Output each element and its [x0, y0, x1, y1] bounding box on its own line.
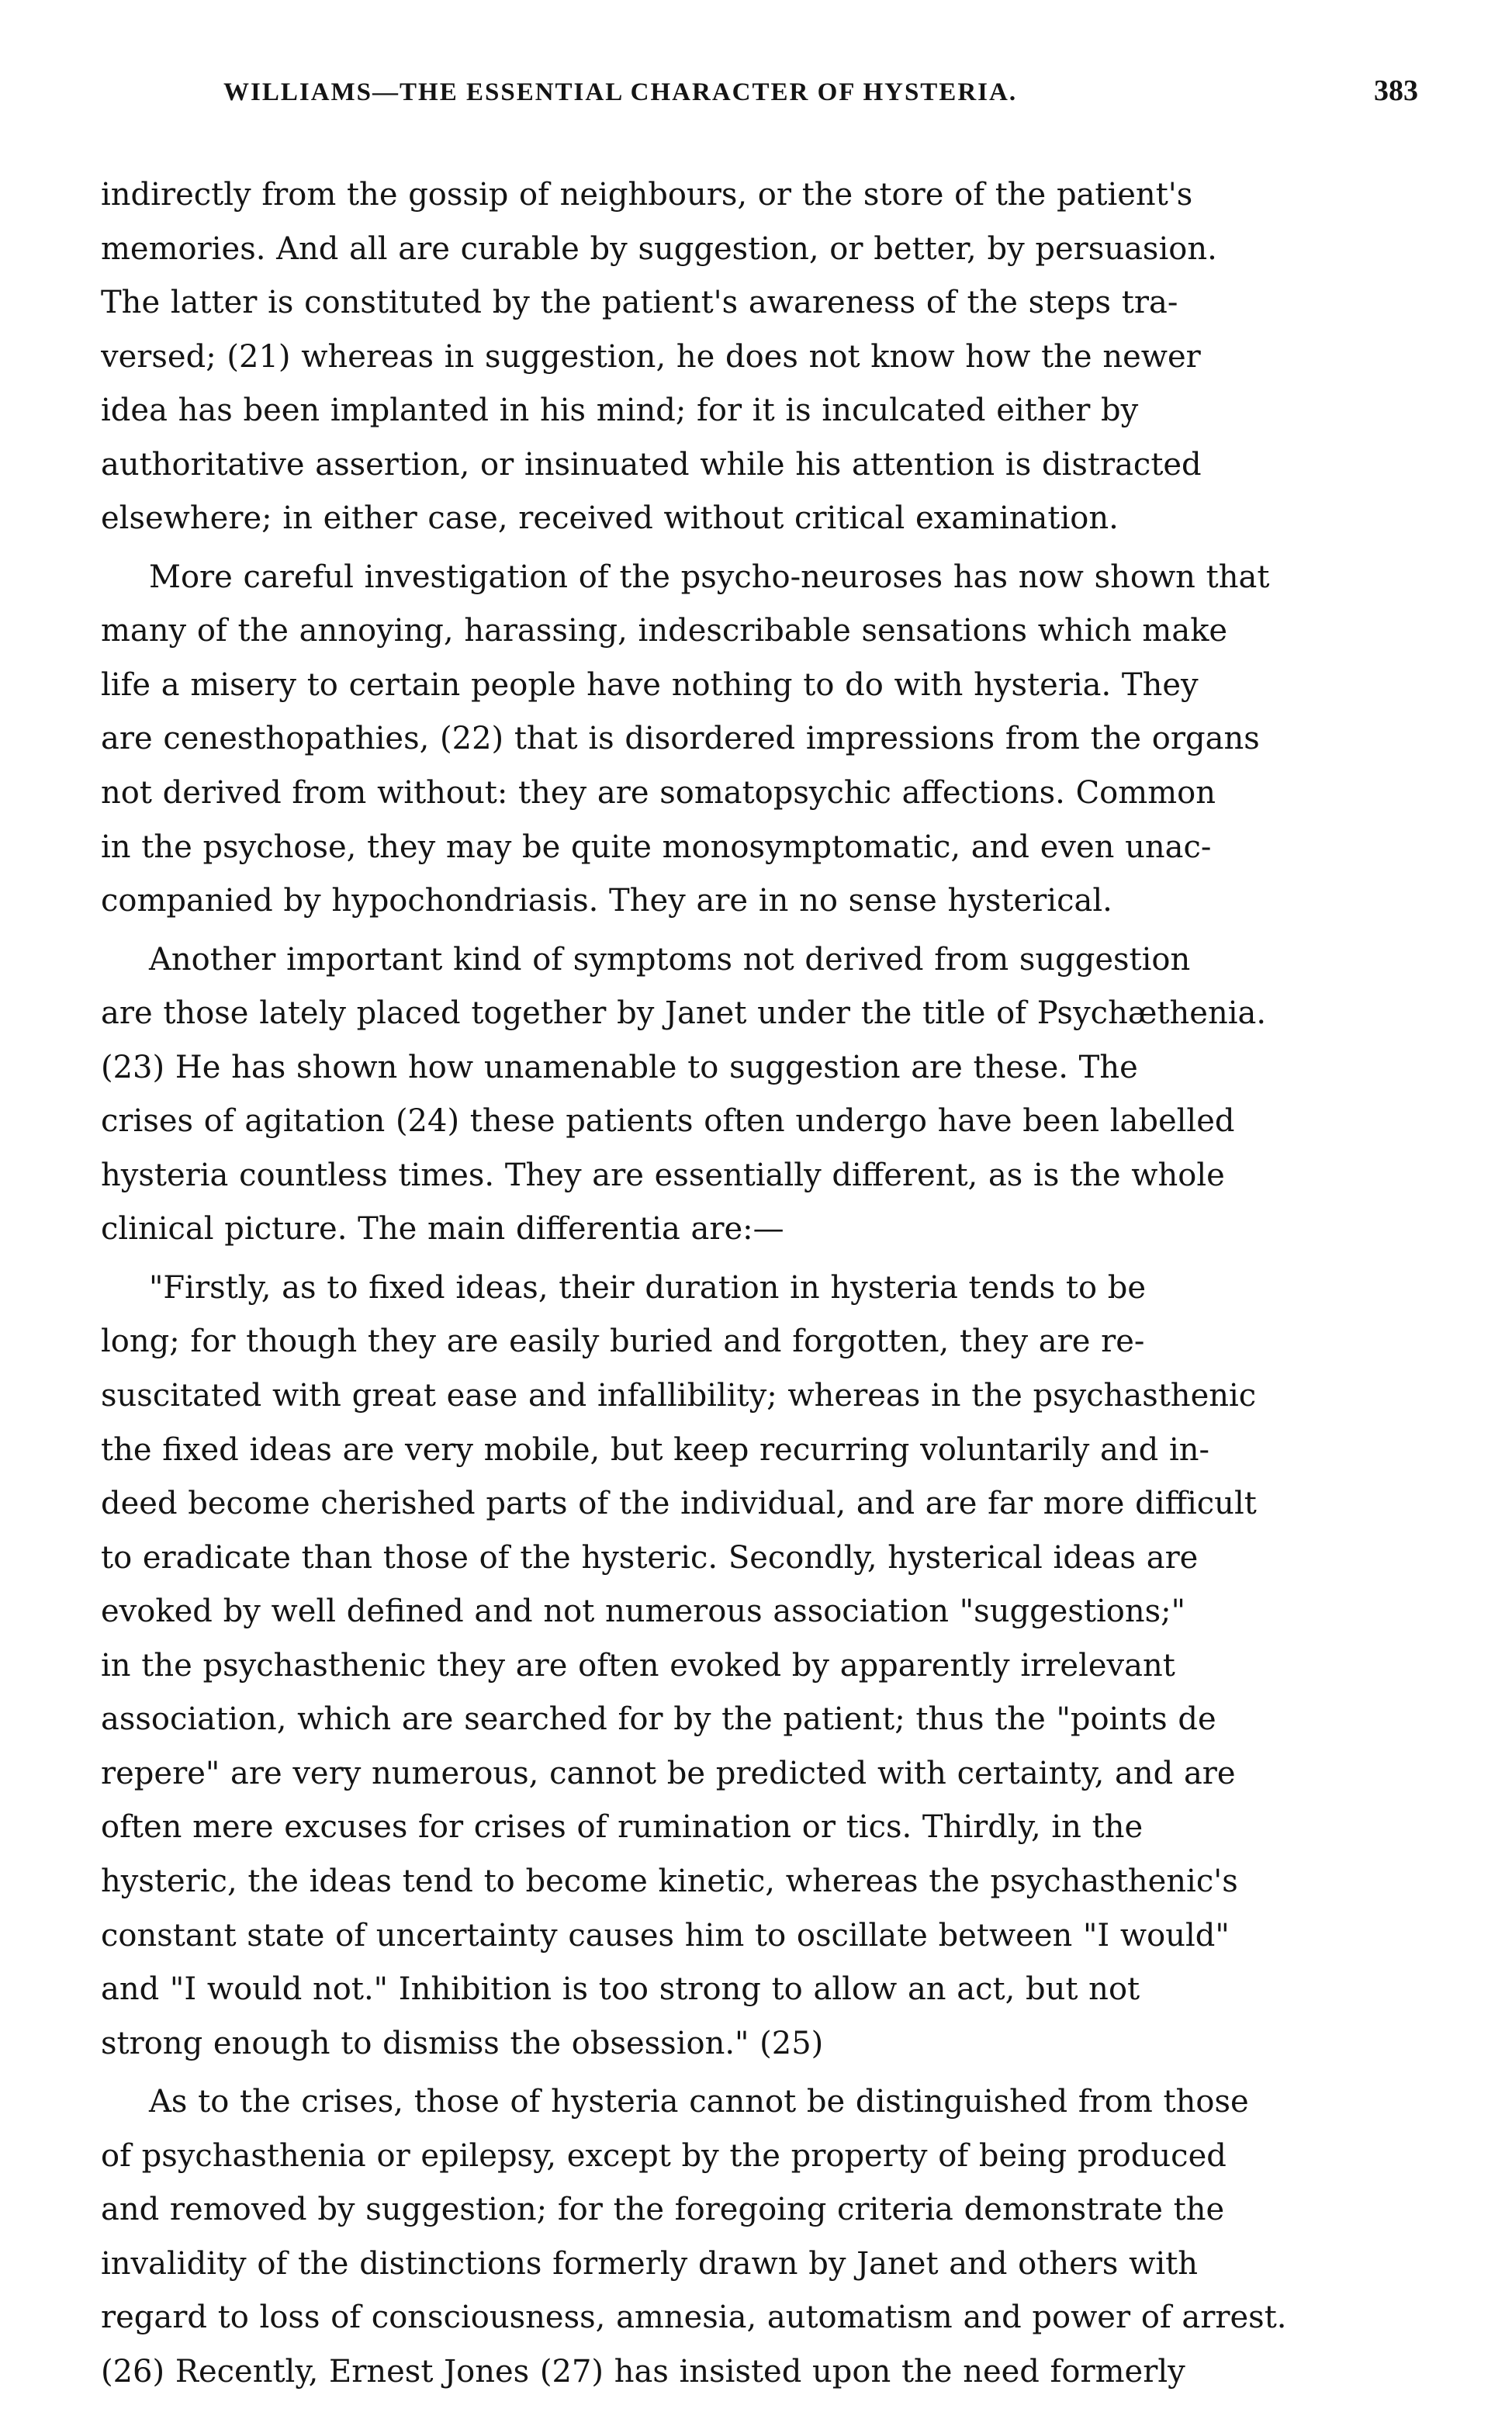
text-line: many of the annoying, harassing, indescribable sensations which make	[101, 613, 1228, 649]
text-line: to eradicate than those of the hysteric. Secondly, hysterical ideas are	[101, 1539, 1199, 1576]
text-line: (23) He has shown how unamenable to suggestion are these. The	[101, 1049, 1138, 1085]
paragraph-1	[101, 168, 1435, 546]
page-number: 383	[1374, 74, 1418, 107]
running-head	[101, 74, 1435, 136]
text-line: idea has been implanted in his mind; for it is inculcated either by	[101, 393, 1139, 429]
text-line: are those lately placed together by Janet under the title of Psychæthenia.	[101, 995, 1267, 1032]
text-line: are cenesthopathies, (22) that is disordered impressions from the organs	[101, 721, 1260, 757]
text-line: association, which are searched for by the patient; thus the "points de	[101, 1701, 1216, 1738]
paragraph-3	[101, 933, 1435, 1257]
text-line: suscitated with great ease and infallibility; whereas in the psychasthenic	[101, 1378, 1257, 1414]
text-line: hysteric, the ideas tend to become kinetic, whereas the psychasthenic's	[101, 1863, 1238, 1899]
text-line: authoritative assertion, or insinuated while his attention is distracted	[101, 446, 1202, 483]
text-line: More careful investigation of the psycho-neuroses has now shown that	[149, 559, 1270, 595]
text-line: "Firstly, as to fixed ideas, their duration in hysteria tends to be	[149, 1269, 1147, 1306]
paragraph-4-quotation	[101, 1261, 1435, 2071]
text-line: (26) Recently, Ernest Jones (27) has insisted upon the need formerly	[101, 2353, 1185, 2390]
text-line: not derived from without: they are somatopsychic affections. Common	[101, 775, 1216, 812]
text-line: of psychasthenia or epilepsy, except by the property of being produced	[101, 2137, 1227, 2174]
text-line: evoked by well defined and not numerous association "suggestions;"	[101, 1594, 1185, 1630]
book-page	[101, 74, 1435, 2404]
text-line: invalidity of the distinctions formerly drawn by Janet and others with	[101, 2245, 1199, 2282]
text-line: crises of agitation (24) these patients often undergo have been labelled	[101, 1103, 1235, 1140]
text-line: deed become cherished parts of the individual, and are far more difficult	[101, 1486, 1257, 1522]
text-line: companied by hypochondriasis. They are in no sense hysterical.	[101, 883, 1112, 919]
text-line: versed; (21) whereas in suggestion, he does not know how the newer	[101, 338, 1201, 375]
running-title: WILLIAMS—THE ESSENTIAL CHARACTER OF HYSTERIA.	[223, 78, 1018, 106]
text-line: and "I would not." Inhibition is too strong to allow an act, but not	[101, 1971, 1140, 2008]
paragraph-2	[101, 551, 1435, 929]
text-line: regard to loss of consciousness, amnesia, automatism and power of arrest.	[101, 2300, 1287, 2336]
text-line: strong enough to dismiss the obsession." (25)	[101, 2025, 824, 2061]
text-line: memories. And all are curable by suggestion, or better, by persuasion.	[101, 230, 1217, 267]
text-line: The latter is constituted by the patient's awareness of the steps tra-	[101, 285, 1178, 321]
body-text	[101, 168, 1435, 2399]
text-line: life a misery to certain people have nothing to do with hysteria. They	[101, 666, 1199, 703]
text-line: and removed by suggestion; for the foregoing criteria demonstrate the	[101, 2192, 1225, 2228]
text-line: clinical picture. The main differentia are:—	[101, 1211, 784, 1248]
text-line: Another important kind of symptoms not derived from suggestion	[149, 941, 1191, 978]
text-line: often mere excuses for crises of rumination or tics. Thirdly, in the	[101, 1809, 1144, 1846]
paragraph-5	[101, 2075, 1435, 2399]
text-line: the fixed ideas are very mobile, but keep recurring voluntarily and in-	[101, 1431, 1210, 1468]
text-line: indirectly from the gossip of neighbours, or the store of the patient's	[101, 177, 1193, 213]
text-line: elsewhere; in either case, received without critical examination.	[101, 500, 1119, 537]
text-line: in the psychasthenic they are often evoked by apparently irrelevant	[101, 1647, 1175, 1684]
text-line: repere" are very numerous, cannot be predicted with certainty, and are	[101, 1755, 1236, 1791]
text-line: long; for though they are easily buried and forgotten, they are re-	[101, 1324, 1145, 1360]
text-line: As to the crises, those of hysteria cannot be distinguished from those	[149, 2084, 1249, 2120]
text-line: hysteria countless times. They are essentially different, as is the whole	[101, 1157, 1225, 1193]
text-line: in the psychose, they may be quite monosymptomatic, and even unac-	[101, 829, 1212, 865]
text-line: constant state of uncertainty causes him to oscillate between "I would"	[101, 1917, 1230, 1954]
